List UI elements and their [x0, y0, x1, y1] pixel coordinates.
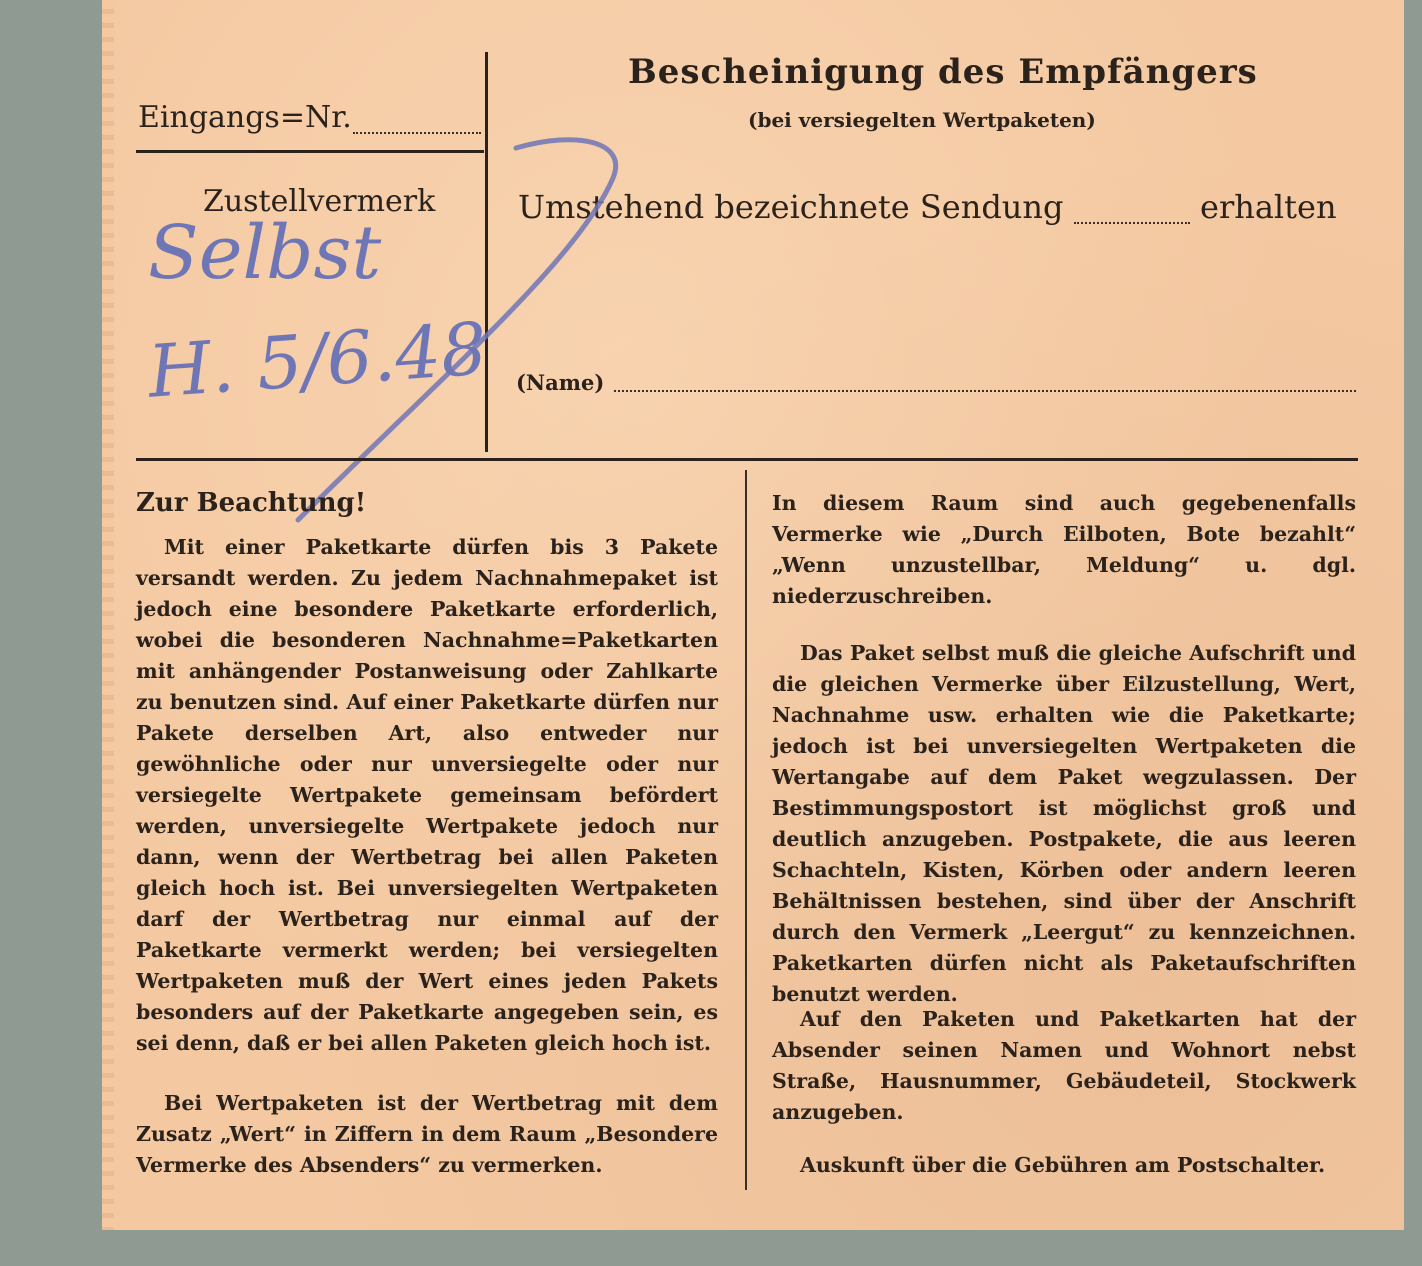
certificate-statement-start: Umstehend bezeichnete Sendung: [518, 188, 1064, 226]
receipt-number-label: Eingangs=Nr.: [138, 100, 352, 135]
parcel-card-back: [108, 0, 1404, 1230]
name-label: (Name): [516, 370, 605, 395]
notes-right-paragraph-2: Das Paket selbst muß die gleiche Aufschrift und die gleichen Vermerke über Eilzustellung, Wert, Nachnahme usw. erhalten wie die Paketkarte; jedoch ist bei unversiegelten Wertpaketen die Wertangabe auf dem Paket wegzulassen. Der Bestimmungspostort ist möglichst groß und deutlich anzugeben. Postpakete, die aus leeren Schachteln, Kisten, Körben oder andern leeren Behältnissen bestehen, sind über der Anschrift durch den Vermerk „Leergut“ zu kennzeichnen. Paketkarten dürfen nicht als Paketaufschriften benutzt werden.: [772, 641, 1356, 1006]
middle-divider: [136, 458, 1358, 461]
notes-right-paragraph-3: Auf den Paketen und Paketkarten hat der Absender seinen Namen und Wohnort nebst Straße, Hausnummer, Gebäudeteil, Stockwerk anzugeben.: [772, 1007, 1356, 1124]
notes-column-divider: [745, 470, 747, 1190]
notes-left-paragraph-1: Mit einer Paketkarte dürfen bis 3 Pakete versandt werden. Zu jedem Nachnahmepaket ist jedoch eine besondere Paketkarte erforderlich, wobei die besonderen Nachnahme=Paketkarten mit anhängender Postanweisung oder Zahlkarte zu benutzen sind. Auf einer Paketkarte dürfen nur Pakete derselben Art, also entweder nur gewöhnliche oder nur unversiegelte oder nur versiegelte Wertpakete gemeinsam befördert werden, unversiegelte Wertpakete jedoch nur dann, wenn der Wertbetrag bei allen Paketen gleich hoch ist. Bei unversiegelten Wertpaketen darf der Wertbetrag nur einmal auf der Paketkarte vermerkt werden; bei versiegelten Wertpaketen muß der Wert eines jeden Pakets besonders auf der Paketkarte angegeben sein, es sei denn, daß er bei allen Paketen gleich hoch ist.: [136, 535, 718, 1055]
notes-heading: Zur Beachtung!: [136, 488, 367, 518]
statement-dotted-line: [1074, 222, 1190, 224]
top-vertical-divider: [485, 52, 488, 452]
torn-edge: [102, 0, 114, 1230]
name-dotted-line: [614, 390, 1356, 392]
notes-right-paragraph-4: Auskunft über die Gebühren am Postschalter.: [800, 1153, 1326, 1177]
notes-right-paragraph-1: In diesem Raum sind auch gegebenenfalls Vermerke wie „Durch Eilboten, Bote bezahlt“ „Wenn unzustellbar, Meldung“ u. dgl. niederzuschreiben.: [772, 491, 1356, 608]
certificate-statement-end: erhalten: [1200, 188, 1337, 226]
certificate-title: Bescheinigung des Empfängers: [628, 52, 1258, 92]
handwritten-date: H. 5/6.48: [145, 306, 490, 414]
left-top-divider: [136, 150, 484, 153]
handwritten-selbst: Selbst: [148, 210, 382, 296]
certificate-subtitle: (bei versiegelten Wertpaketen): [748, 108, 1096, 132]
receipt-number-dotted-line: [353, 132, 481, 134]
notes-left-paragraph-2: Bei Wertpaketen ist der Wertbetrag mit dem Zusatz „Wert“ in Ziffern in dem Raum „Besondere Vermerke des Absenders“ zu vermerken.: [136, 1091, 718, 1177]
delivery-note-label: Zustellvermerk: [203, 184, 436, 219]
